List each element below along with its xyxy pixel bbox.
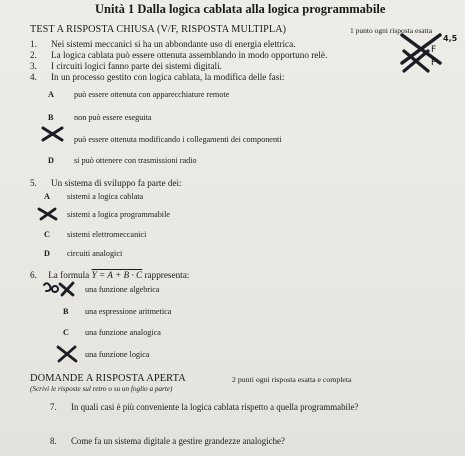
option-letter: B	[63, 307, 69, 316]
test-header: TEST A RISPOSTA CHIUSA (V/F, RISPOSTA MULTIPLA)	[30, 24, 287, 35]
question-number: 3.	[30, 61, 37, 71]
question-number: 6.	[30, 270, 37, 280]
question-text: La logica cablata può essere ottenuta assemblando in modo opportuno relè.	[51, 50, 328, 60]
question-text-suffix: rappresenta:	[142, 270, 190, 280]
option-text: una espressione aritmetica	[85, 307, 172, 316]
option-letter: C	[63, 328, 69, 337]
question-text: Come fa un sistema digitale a gestire grandezze analogiche?	[71, 436, 285, 446]
question-text: I circuiti logici fanno parte dei sistemi digitali.	[51, 61, 222, 71]
cross-mark-icon	[401, 48, 431, 74]
formula: Y = A + B · C	[91, 270, 143, 280]
option-text: sistemi a logica cablata	[67, 192, 144, 201]
tf-mark-q3: F	[431, 58, 437, 68]
question-number: 5.	[30, 178, 37, 188]
option-letter: B	[48, 113, 54, 122]
open-points-note: 2 punti ogni risposta esatta e completa	[232, 375, 352, 384]
cross-mark-icon	[40, 126, 66, 142]
option-letter: D	[48, 156, 54, 165]
option-letter: A	[48, 90, 54, 99]
option-text: non può essere eseguita	[74, 113, 152, 122]
option-text: circuiti analogici	[67, 249, 123, 258]
option-text: una funzione analogica	[85, 328, 161, 337]
option-letter: D	[44, 249, 50, 258]
option-text: una funzione logica	[85, 350, 150, 359]
option-letter: A	[44, 192, 50, 201]
option-text: può essere ottenuta modificando i collegamenti dei componenti	[74, 135, 282, 144]
option-letter: C	[44, 230, 50, 239]
tf-mark-q2: F	[431, 45, 437, 55]
option-text: può essere ottenuta con apparecchiature remote	[74, 90, 230, 99]
handwritten-score: 4,5	[443, 34, 458, 43]
question-text: Un sistema di sviluppo fa parte dei:	[51, 178, 182, 188]
open-instructions: (Scrivi le risposte sul retro o su un foglio a parte)	[30, 385, 173, 393]
question-number: 1.	[30, 39, 37, 49]
open-questions-header: DOMANDE A RISPOSTA APERTA	[30, 373, 186, 384]
question-number: 8.	[50, 436, 57, 446]
cross-mark-icon	[55, 345, 79, 363]
points-note: 1 punto ogni risposta esatta	[350, 26, 433, 35]
option-text: sistemi a logica programmabile	[67, 210, 170, 219]
cross-mark-icon	[40, 281, 76, 297]
page-title: Unità 1 Dalla logica cablata alla logica programmabile	[95, 2, 386, 16]
question-text: In quali casi è più conveniente la logica cablata rispetto a quella programmabile?	[71, 402, 359, 412]
question-text-prefix: La formula	[48, 270, 92, 280]
question-text: Nei sistemi meccanici si ha un abbondante uso di energia elettrica.	[51, 39, 296, 49]
question-number: 4.	[30, 72, 37, 82]
option-text: sistemi elettromeccanici	[67, 230, 147, 239]
option-text: si può ottenere con trasmissioni radio	[74, 156, 197, 165]
option-text: una funzione algebrica	[85, 285, 160, 294]
question-6	[30, 270, 189, 280]
question-number: 7.	[50, 402, 57, 412]
question-text: In un processo gestito con logica cablata, la modifica delle fasi:	[51, 72, 285, 82]
cross-mark-icon	[37, 207, 59, 221]
question-number: 2.	[30, 50, 37, 60]
